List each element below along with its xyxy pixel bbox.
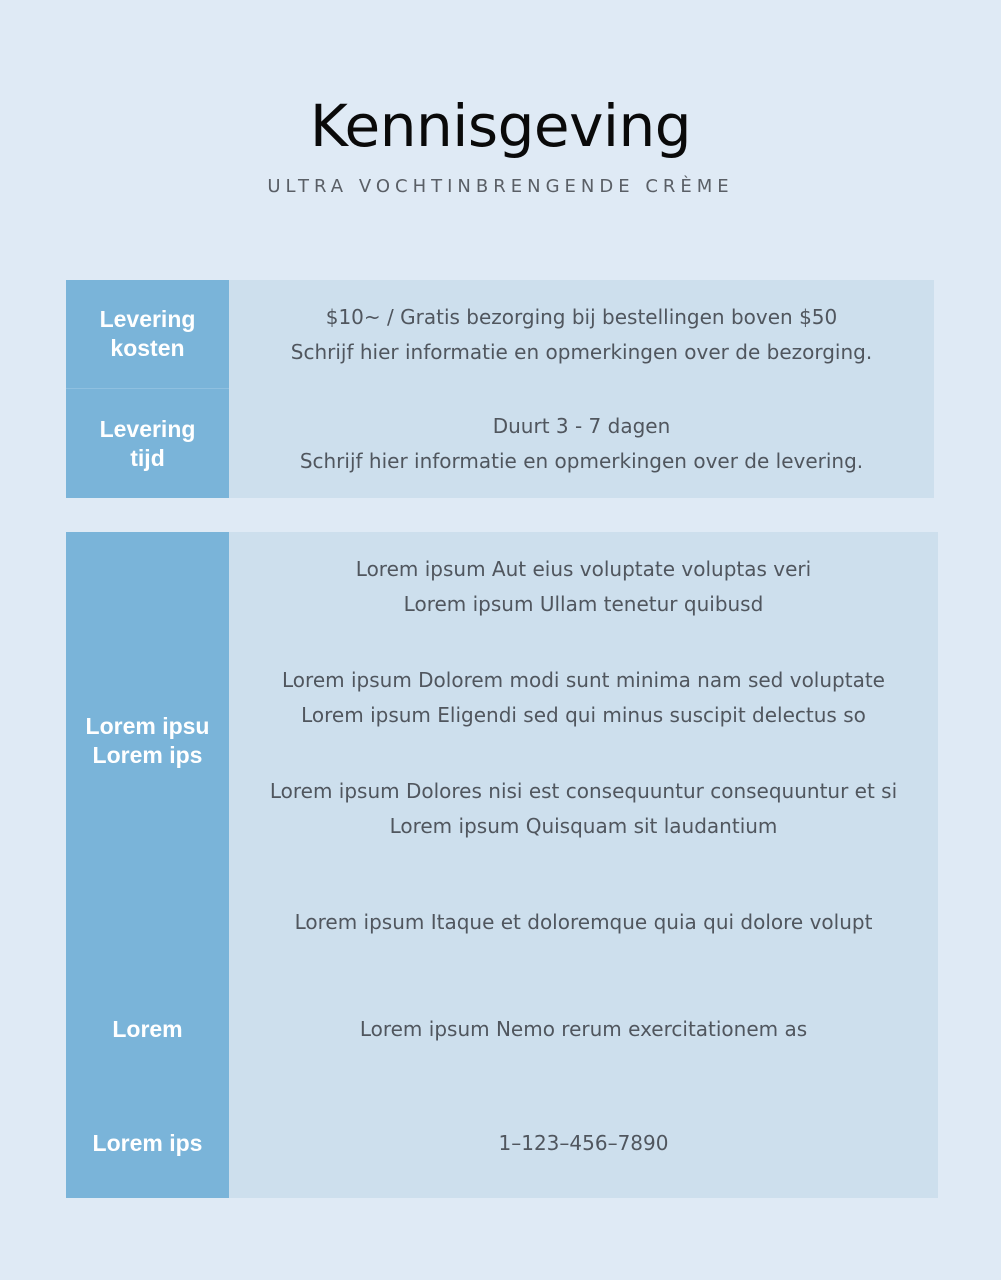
paragraph [270, 774, 897, 844]
paragraph [282, 663, 885, 733]
info-row3-label: Lorem ips [92, 1129, 203, 1156]
delivery-label-column [66, 280, 229, 498]
label-line: tijd [130, 444, 165, 471]
delivery-cost-label [66, 280, 229, 389]
value-line: Schrijf hier informatie en opmerkingen over de bezorging. [290, 339, 873, 364]
info-label-column [66, 532, 229, 1198]
label-line: Lorem ipsu [85, 713, 210, 739]
info-row2-value: Lorem ipsum Nemo rerum exercitationem as [359, 1016, 808, 1041]
value-line: Lorem ipsum Eligendi sed qui minus suscipit delectus so [301, 703, 866, 727]
label-line: kosten [110, 335, 185, 361]
value-line: Lorem ipsum Quisquam sit laudantium [389, 814, 778, 838]
info-row2-label: Lorem [112, 1015, 183, 1042]
value-line: Lorem ipsum Itaque et doloremque quia qui dolore volupt [294, 910, 873, 934]
page-subtitle: ULTRA VOCHTINBRENGENDE CRÈME [267, 176, 734, 197]
value-line: $10~ / Gratis bezorging bij bestellingen boven $50 [325, 304, 838, 329]
label-line: Lorem ips [92, 742, 203, 768]
page-title: Kennisgeving [309, 92, 692, 160]
label-line: Levering [99, 415, 196, 442]
info-row3-value: 1–123–456–7890 [498, 1130, 669, 1155]
value-line: Duurt 3 - 7 dagen [492, 413, 671, 438]
info-row1-label [66, 532, 229, 950]
value-line: Lorem ipsum Aut eius voluptate voluptas veri [355, 557, 812, 581]
delivery-table [66, 280, 934, 498]
value-line: Lorem ipsum Dolorem modi sunt minima nam sed voluptate [282, 668, 885, 692]
delivery-cost-value [229, 280, 934, 389]
value-line: Schrijf hier informatie en opmerkingen over de levering. [299, 448, 864, 473]
label-line: Levering [99, 306, 196, 332]
delivery-time-value [229, 389, 934, 498]
value-line: Lorem ipsum Dolores nisi est consequuntur consequuntur et si [269, 779, 898, 803]
paragraph [295, 905, 873, 940]
info-table [66, 532, 938, 1198]
delivery-value-column [229, 280, 934, 498]
info-value-column [229, 532, 938, 1198]
delivery-time-label [66, 389, 229, 498]
info-row1-value [229, 532, 938, 950]
paragraph [356, 552, 811, 622]
value-line: Lorem ipsum Ullam tenetur quibusd [403, 592, 764, 616]
